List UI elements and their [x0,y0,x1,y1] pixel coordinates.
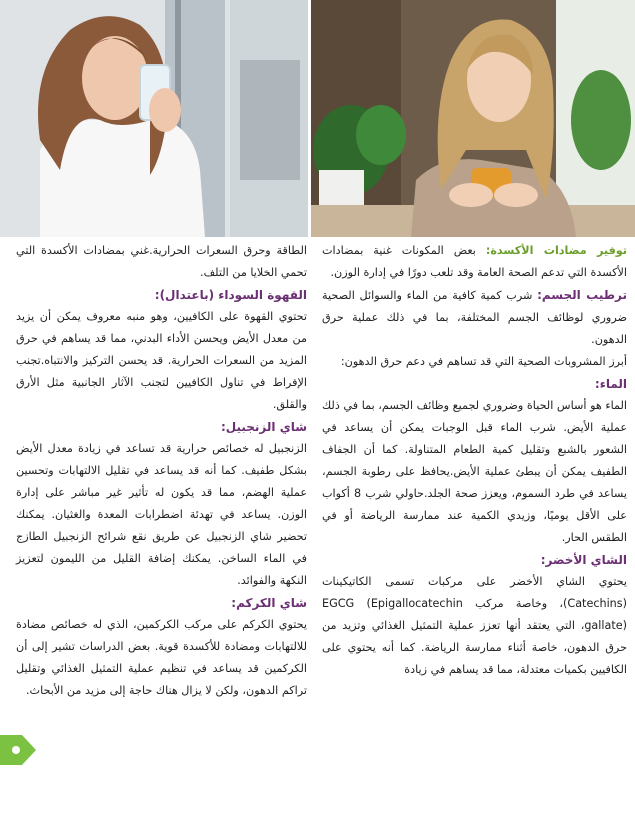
page-marker-tab [0,735,36,765]
right-column [322,240,627,681]
text-green-tea: يحتوي الشاي الأخضر على مركبات تسمى الكاتيكينات (Catechins)، وخاصة مركب EGCG (Epigallocatechin gallate)، التي يعتقد أنها تعزز عملية التمثيل الغذائي وتزيد من حرق الدهون، خاصة أثناء ممارسة الرياضة. كما أنه يحتوي على الكافيين بكميات معتدلة، مما قد يساهم في زيادة [322,575,627,676]
heading-turmeric-tea: شاي الكركم: [231,596,307,610]
left-column [16,240,307,702]
text-water: الماء هو أساس الحياة وضروري لجميع وظائف الجسم، بما في ذلك عملية الأيض. شرب الماء قبل الوجبات يمكن أن يساعد في الشعور بالشبع وتقليل كمية الطعام المتناولة. كما أن الجفاف الطفيف يمكن أن يبطئ عملية الأيض.يحافظ على رطوبة الجسم، يساعد في طرد السموم، ويعزز صحة الجلد.حاولي شرب 8 أكواب على الأقل يوميًا، وزيدي الكمية عند ممارسة الرياضة أو في الطقس الحار. [322,399,627,544]
text-antioxidants: بعض المكونات غنية بمضادات الأكسدة التي تدعم الصحة العامة وقد تلعب دورًا في إدارة الوزن. [322,244,627,279]
heading-water: الماء: [594,377,627,391]
lead-antioxidants: توفير مضادات الأكسدة: [485,244,628,257]
text-turmeric-tea: يحتوي الكركم على مركب الكركمين، الذي له خصائص مضادة للالتهابات ومضادة للأكسدة قوية. بعض الدراسات تشير إلى أن الكركمين قد يساعد في تنظيم عملية التمثيل الغذائي وتقليل تراكم الدهون، ولكن لا يزال هناك حاجة إلى مزيد من الأبحاث. [16,618,307,697]
heading-black-coffee: القهوة السوداء (باعتدال): [154,288,307,302]
heading-ginger-tea: شاي الزنجبيل: [220,420,307,434]
photo-woman-drinking-water [0,0,308,237]
paragraph-antioxidants [322,240,627,284]
photo-woman-holding-tea [311,0,635,237]
page-marker-dot-icon [12,746,20,754]
text-hydration: شرب كمية كافية من الماء والسوائل الصحية ضروري لوظائف الجسم المختلفة، بما في ذلك عملية حرق الدهون. [322,289,627,346]
text-ginger-tea: الزنجبيل له خصائص حرارية قد تساعد في زيادة معدل الأيض بشكل طفيف. كما أنه قد يساعد في تقليل الالتهابات وتحسين عملية الهضم، مما قد يكون له تأثير غير مباشر على إدارة الوزن. يساعد في تهدئة اضطرابات المعدة والغثيان. يمكنك تحضير شاي الزنجبيل عن طريق نقع شرائح الزنجبيل الطازج في الماء الساخن. يمكنك إضافة القليل من الليمون لتعزيز النكهة والفوائد. [16,442,307,587]
lead-hydration: ترطيب الجسم: [537,288,627,302]
paragraph-intro-drinks: أبرز المشروبات الصحية التي قد تساهم في دعم حرق الدهون: [340,355,627,368]
text-black-coffee: تحتوي القهوة على الكافيين، وهو منبه معروف يمكن أن يزيد من معدل الأيض ويحسن الأداء البدني، مما قد يساهم في حرق المزيد من السعرات الحرارية. قد يحسن التركيز والانتباه.تجنب الإفراط في تناول الكافيين لتجنب الآثار الجانبية مثل الأرق والقلق. [16,310,307,411]
paragraph-hydration [322,284,627,351]
text-green-tea-continued: الطاقة وحرق السعرات الحرارية.غني بمضادات الأكسدة التي تحمي الخلايا من التلف. [16,244,307,279]
heading-green-tea: الشاي الأخضر: [540,553,627,567]
header-photos [0,0,635,237]
